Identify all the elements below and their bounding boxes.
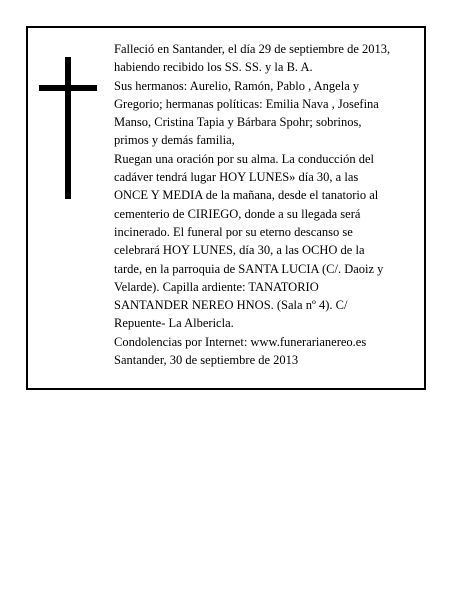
notice-line: Gregorio; hermanas políticas: Emilia Nava , Josefina <box>114 96 379 111</box>
notice-line: Manso, Cristina Tapia y Bárbara Spohr; sobrinos, <box>114 115 362 130</box>
notice-text <box>114 40 422 369</box>
notice-line: cadáver tendrá lugar HOY LUNES» día 30, a las <box>114 170 359 185</box>
notice-line: Falleció en Santander, el día 29 de septiembre de 2013, <box>114 42 391 56</box>
notice-line: Condolencias por Internet: www.funerarianereo.es <box>114 334 367 349</box>
notice-line: habiendo recibido los SS. SS. y la B. A. <box>114 60 313 75</box>
notice-line: Santander, 30 de septiembre de 2013 <box>114 353 299 368</box>
notice-line: tarde, en la parroquia de SANTA LUCIA (C/. Daoiz y <box>114 261 384 276</box>
notice-line: SANTANDER NEREO HNOS. (Sala nº 4). C/ <box>114 298 348 313</box>
notice-line: Velarde). Capilla ardiente: TANATORIO <box>114 279 319 294</box>
notice-line: Repuente- La Albericla. <box>114 316 234 331</box>
notice-line: ONCE Y MEDIA de la mañana, desde el tanatorio al <box>114 188 379 203</box>
obituary-notice <box>26 26 426 390</box>
cross-horizontal-bar <box>39 85 97 91</box>
notice-line: Ruegan una oración por su alma. La conducción del <box>114 151 374 166</box>
cross-vertical-bar <box>65 57 71 199</box>
notice-line: primos y demás familia, <box>114 133 235 148</box>
notice-line: celebrará HOY LUNES, día 30, a las OCHO de la <box>114 243 365 258</box>
notice-line: incinerado. El funeral por su eterno descanso se <box>114 224 353 239</box>
notice-line: cementerio de CIRIEGO, donde a su llegada será <box>114 206 361 221</box>
notice-line: Sus hermanos: Aurelio, Ramón, Pablo , Angela y <box>114 78 360 93</box>
